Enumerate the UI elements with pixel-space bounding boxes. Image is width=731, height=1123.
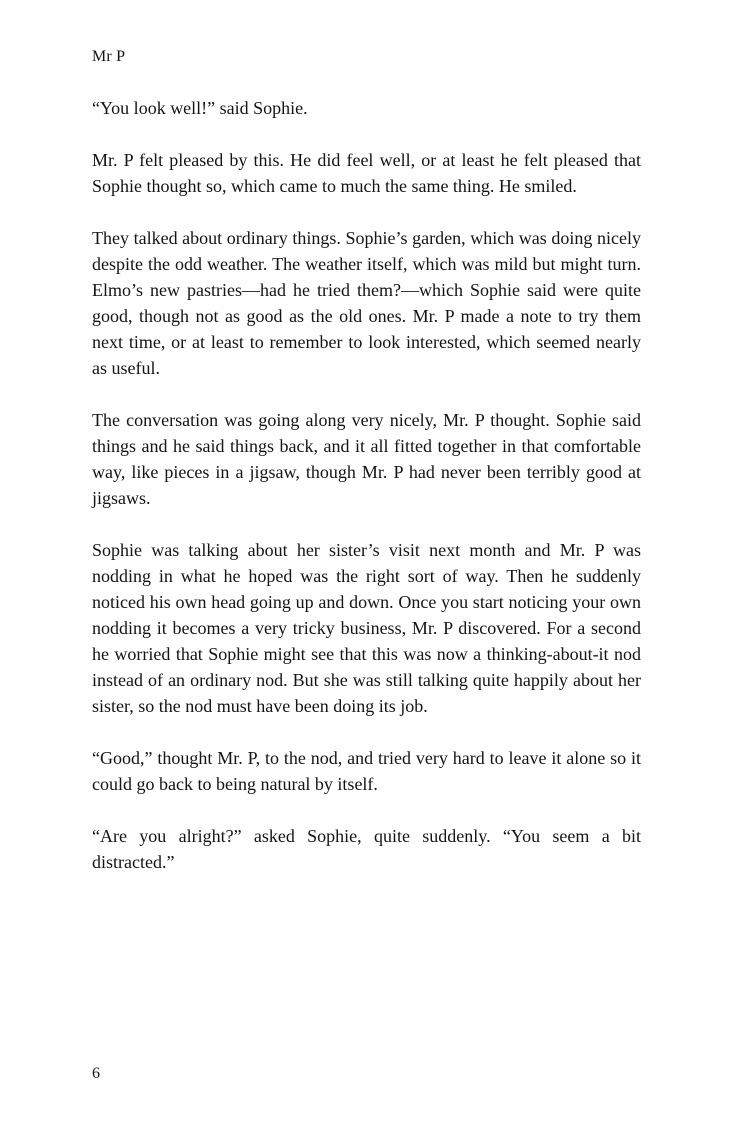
paragraph: “You look well!” said Sophie. — [92, 98, 308, 118]
paragraph: “Good,” thought Mr. P, to the nod, and tried very hard to leave it alone so it could go back to being natural by itself. — [92, 748, 641, 794]
running-head: Mr P — [92, 48, 126, 65]
paragraph: “Are you alright?” asked Sophie, quite suddenly. “You seem a bit distracted.” — [92, 826, 641, 872]
paragraph: The conversation was going along very nicely, Mr. P thought. Sophie said things and he said things back, and it all fitted together in that comfortable way, like pieces in a jigsaw, though Mr. P had never been terribly good at jigsaws. — [92, 410, 641, 508]
paragraph: Mr. P felt pleased by this. He did feel well, or at least he felt pleased that Sophie thought so, which came to much the same thing. He smiled. — [92, 150, 641, 196]
paragraph: Sophie was talking about her sister’s visit next month and Mr. P was nodding in what he hoped was the right sort of way. Then he suddenly noticed his own head going up and down. Once you start noticing your own nodding it becomes a very tricky business, Mr. P discovered. For a second he worried that Sophie might see that this was now a thinking-about-it nod instead of an ordinary nod. But she was still talking quite happily about her sister, so the nod must have been doing its job. — [92, 540, 641, 716]
page-body-text — [92, 95, 641, 875]
page-number: 6 — [92, 1065, 100, 1082]
paragraph: They talked about ordinary things. Sophie’s garden, which was doing nicely despite the odd weather. The weather itself, which was mild but might turn. Elmo’s new pastries—had he tried them?—which Sophie said were quite good, though not as good as the old ones. Mr. P made a note to try them next time, or at least to remember to look interested, which seemed nearly as useful. — [92, 228, 641, 378]
